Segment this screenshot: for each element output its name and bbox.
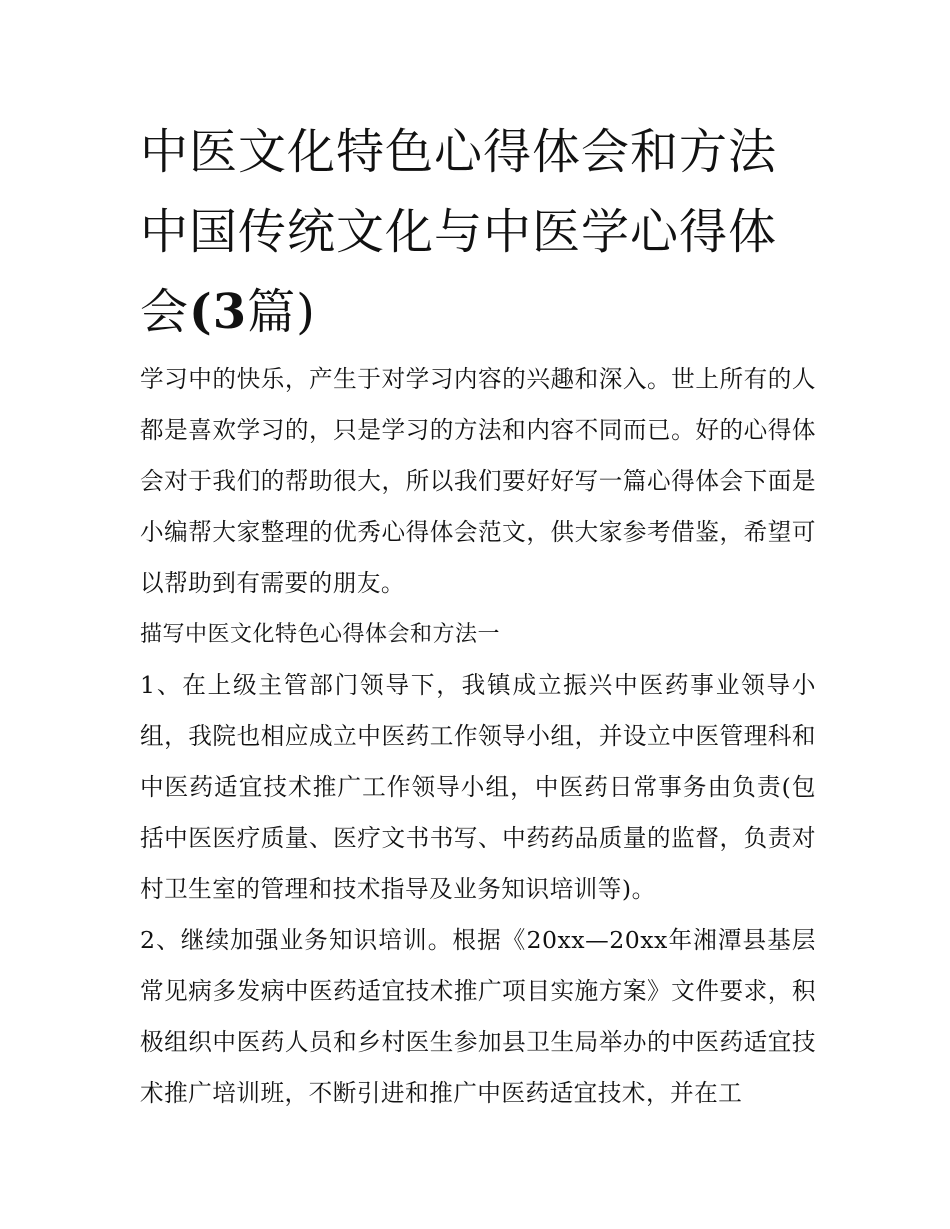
intro-paragraph: 学习中的快乐，产生于对学习内容的兴趣和深入。世上所有的人都是喜欢学习的，只是学习的方法和内容不同而已。好的心得体会对于我们的帮助很大，所以我们要好好写一篇心得体会下面是小编帮大家整理的优秀心得体会范文，供大家参考借鉴，希望可以帮助到有需要的朋友。	[140, 365, 816, 597]
body-paragraph-1: 1、在上级主管部门领导下，我镇成立振兴中医药事业领导小组，我院也相应成立中医药工作领导小组，并设立中医管理科和中医药适宜技术推广工作领导小组，中医药日常事务由负责(包括中医医疗质量、医疗文书书写、中药药品质量的监督，负责对村卫生室的管理和技术指导及业务知识培训等)。	[140, 671, 816, 903]
title-line-2: 中国传统文化与中医学心得体	[140, 204, 778, 260]
title-line-1: 中医文化特色心得体会和方法	[140, 124, 778, 180]
section-heading: 描写中医文化特色心得体会和方法一	[140, 622, 501, 647]
title-line-3-suffix: 篇)	[247, 284, 316, 340]
title-line-3-number: (3	[189, 284, 248, 340]
document-body	[140, 354, 816, 1119]
title-line-3-prefix: 会	[140, 284, 190, 340]
body-paragraph-2: 2、继续加强业务知识培训。根据《20xx—20xx年湘潭县基层常见病多发病中医药适宜技术推广项目实施方案》文件要求，积极组织中医药人员和乡村医生参加县卫生局举办的中医药适宜技术推广培训班，不断引进和推广中医药适宜技术，并在工	[140, 926, 816, 1107]
document-title	[140, 112, 820, 352]
